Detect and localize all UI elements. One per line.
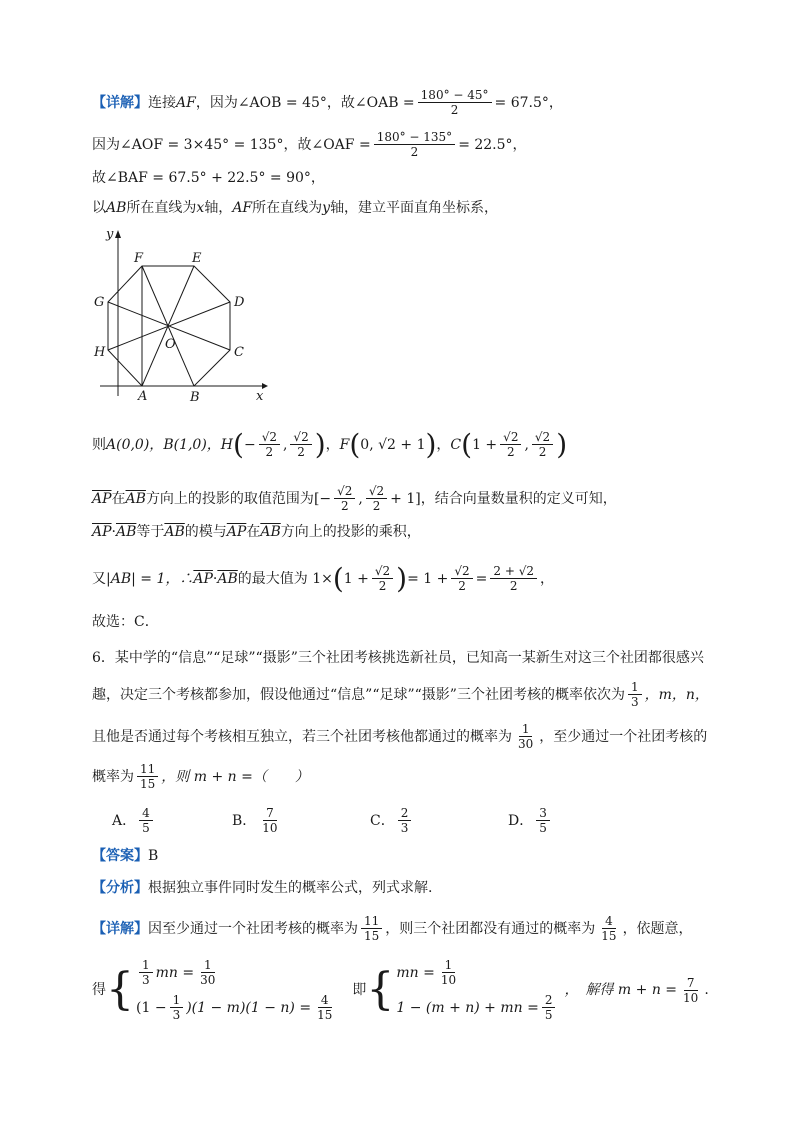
fraction: $\frac{1}{30}$	[200, 958, 216, 987]
label-x-axis: x	[256, 389, 264, 404]
text: 故∠BAF = 67.5° + 22.5° = 90°，	[92, 170, 325, 186]
text: 因至少通过一个社团考核的概率为	[148, 920, 358, 937]
fraction: $\frac{11}{15}$	[137, 762, 158, 791]
vector-ap: $\overline{AP}$	[92, 524, 112, 540]
text: 且他是否通过每个考核相互独立，若三个社团考核他都通过的概率为	[92, 728, 512, 745]
vector-ab: $\overline{AB}$	[164, 524, 185, 540]
vector-ap: $\overline{AP}$	[92, 490, 112, 507]
paren-close: )	[556, 427, 568, 461]
text: + 1]	[390, 490, 421, 507]
octagon-figure	[90, 226, 270, 406]
fraction: $\frac{1}{3}$	[628, 680, 642, 709]
answer-value: B	[148, 848, 159, 864]
text: 1 +	[472, 436, 498, 453]
fraction: $\frac{7}{10}$	[262, 806, 278, 835]
text: =	[475, 570, 488, 587]
fraction: $\frac{√2}{2}$	[334, 484, 355, 513]
brace-left: {	[366, 964, 395, 1015]
fraction: $\frac{11}{15}$	[361, 914, 382, 943]
paren-open: (	[461, 427, 473, 461]
fraction: $\frac{√2}{2}$	[532, 430, 553, 459]
coord-f: F	[339, 436, 350, 453]
fraction: $\frac{√2}{2}$	[259, 430, 280, 459]
fraction: $\frac{2 + √2}{2}$	[490, 564, 537, 593]
text: ， 解得 m + n =	[564, 982, 678, 998]
question-6-line-4	[92, 762, 309, 791]
fraction: $\frac{1}{3}$	[139, 958, 153, 987]
label-o: O	[165, 337, 176, 352]
label-b: B	[190, 390, 200, 405]
text: 6．某中学的“信息”“足球”“摄影”三个社团考核挑选新社员，已知高一某新生对这三个社团都很感兴	[92, 650, 704, 666]
fraction: $\frac{√2}{2}$	[290, 430, 311, 459]
vector-ab: $\overline{AB}$	[125, 490, 146, 507]
text: mn =	[396, 964, 435, 981]
text: 连接	[148, 94, 176, 111]
text: (1 −	[136, 999, 167, 1016]
paren-close: )	[425, 427, 437, 461]
fraction: $\frac{2}{3}$	[398, 806, 412, 835]
dot: ·	[212, 570, 218, 587]
paren-open: (	[349, 427, 361, 461]
fraction: $\frac{1}{10}$	[440, 958, 457, 987]
system-1-eq-1	[136, 958, 338, 987]
coord-c: C	[450, 436, 462, 453]
text: 以	[92, 200, 106, 216]
text: = 22.5°，	[458, 136, 527, 153]
detail-line-2	[92, 130, 527, 159]
fraction: $\frac{√2}{2}$	[451, 564, 472, 593]
text: 1 − (m + n) + mn =	[396, 999, 539, 1016]
question-6-line-1	[92, 648, 704, 668]
text: 轴，建立平面直角坐标系，	[330, 200, 499, 216]
text: )(1 − m)(1 − n) =	[186, 999, 312, 1016]
text: 因为∠AOF = 3×45° = 135°，故∠OAF =	[92, 136, 371, 153]
label-y-axis: y	[106, 227, 114, 242]
paren-open: (	[332, 561, 344, 595]
vector-ab: $\overline{AB}$	[217, 570, 238, 587]
max-value-line	[92, 561, 555, 595]
math-text: AF	[232, 200, 253, 216]
fraction: $\frac{2}{5}$	[542, 993, 556, 1022]
option-letter: D．	[508, 812, 534, 829]
answer-line	[92, 846, 158, 866]
analysis-tag: 【分析】	[92, 880, 148, 896]
paren-close: )	[314, 427, 326, 461]
text: ，则三个社团都没有通过的概率为	[385, 920, 596, 937]
coord-a: A(0,0)，	[106, 436, 164, 453]
coords-line	[92, 427, 568, 461]
analysis-line	[92, 878, 432, 898]
system-1-eq-2	[136, 993, 338, 1022]
dot-product-line	[92, 522, 421, 542]
text: 1 +	[343, 570, 369, 587]
options-row	[112, 806, 672, 835]
text: 趣，决定三个考核都参加，假设他通过“信息”“足球”“摄影”三个社团考核的概率依次为	[92, 686, 625, 703]
text: 在	[111, 490, 126, 507]
answer-tag: 【答案】	[92, 848, 148, 864]
fraction: $\frac{7}{10}$	[683, 975, 699, 1005]
label-d: D	[234, 295, 245, 310]
detail-tag: 【详解】	[92, 94, 148, 111]
text: 又	[92, 570, 106, 587]
option-letter: C．	[370, 812, 395, 829]
text: ，结合向量数量积的定义可知，	[420, 490, 617, 507]
option-letter: A．	[112, 812, 137, 829]
option-letter: B．	[232, 812, 257, 829]
question-6-line-3	[92, 722, 707, 751]
math-text: y	[322, 200, 331, 216]
text: 得	[92, 982, 106, 998]
comma: ,	[524, 436, 529, 453]
fraction: $\frac{180^\circ - 135^\circ}{2}$	[374, 130, 456, 159]
math-text: AB	[106, 200, 127, 216]
paren-open: (	[233, 427, 244, 461]
detail-tag: 【详解】	[92, 920, 148, 937]
detail-line-3	[92, 168, 325, 188]
fraction: $\frac{√2}{2}$	[372, 564, 393, 593]
coord-f-value: 0, √2 + 1	[360, 436, 426, 453]
equation-systems	[92, 960, 709, 1020]
fraction: $\frac{4}{5}$	[139, 806, 153, 835]
text: ，依题意，	[622, 920, 693, 937]
coord-b: B(1,0)，	[163, 436, 221, 453]
choice-line	[92, 612, 159, 632]
text: 的最大值为 1×	[237, 570, 333, 587]
text: ，则 m + n =（ ）	[161, 768, 309, 785]
vector-ap: $\overline{AP}$	[226, 524, 247, 540]
text: ，m，n，	[644, 686, 709, 703]
text: |AB| = 1，∴	[106, 570, 194, 587]
text: 轴，	[204, 200, 233, 216]
comma: ,	[282, 436, 288, 453]
text: [−	[313, 490, 332, 507]
vector-ab: $\overline{AB}$	[260, 524, 281, 540]
minus: −	[243, 436, 256, 453]
label-e: E	[192, 251, 202, 266]
text: = 1 +	[407, 570, 449, 587]
text: 所在直线为	[252, 200, 323, 216]
system-2-eq-1	[396, 958, 558, 987]
label-f: F	[134, 251, 144, 266]
comma: ，	[540, 570, 555, 587]
system-2-eq-2	[396, 993, 558, 1022]
math-text: AF	[176, 94, 196, 111]
text: ,	[358, 490, 363, 507]
system-2	[396, 958, 558, 1022]
projection-line	[92, 484, 617, 513]
label-c: C	[234, 345, 244, 360]
detail-line-1	[92, 88, 563, 117]
text: 方向上的投影的乘积，	[280, 524, 421, 540]
label-h: H	[94, 345, 106, 360]
text: 根据独立事件同时发生的概率公式，列式求解.	[148, 880, 433, 896]
text: 即	[352, 982, 367, 998]
fraction: $\frac{1}{3}$	[170, 993, 184, 1022]
fraction: $\frac{√2}{2}$	[500, 430, 521, 459]
math-text: x	[196, 200, 205, 216]
comma: ，	[325, 436, 340, 453]
text: 概率为	[92, 768, 134, 785]
detail-line-4	[92, 198, 498, 218]
vector-ab: $\overline{AB}$	[115, 524, 137, 540]
text: 在	[246, 524, 261, 540]
fraction: $\frac{4}{15}$	[601, 914, 617, 943]
text: 则	[92, 436, 106, 453]
option-d[interactable]	[508, 806, 553, 835]
option-a[interactable]	[112, 806, 156, 835]
text: 故选：C．	[92, 614, 159, 630]
text: = 67.5°，	[494, 94, 563, 111]
y-axis-arrow	[115, 230, 121, 238]
detail-2-line	[92, 914, 693, 943]
fraction: $\frac{3}{5}$	[536, 806, 550, 835]
question-6-line-2	[92, 680, 709, 709]
brace-left: {	[106, 964, 134, 1015]
coord-h: H	[220, 436, 234, 453]
option-b[interactable]	[232, 806, 284, 835]
text: 所在直线为	[126, 200, 197, 216]
text: 等于	[136, 524, 165, 540]
text: ，因为∠AOB = 45°，故∠OAB =	[195, 94, 415, 111]
period: .	[704, 982, 709, 998]
option-c[interactable]	[370, 806, 414, 835]
text: mn =	[155, 964, 195, 981]
label-g: G	[94, 295, 105, 310]
fraction: $\frac{4}{15}$	[317, 993, 333, 1022]
text: 方向上的投影的取值范围为	[145, 490, 314, 507]
fraction: $\frac{√2}{2}$	[366, 484, 387, 513]
system-1	[136, 958, 338, 1022]
label-a: A	[138, 389, 148, 404]
text: ，至少通过一个社团考核的	[539, 728, 708, 745]
comma: ，	[436, 436, 451, 453]
fraction: $\frac{1}{30}$	[518, 722, 534, 751]
dot: ·	[111, 524, 116, 540]
paren-close: )	[396, 561, 408, 595]
text: 的模与	[184, 524, 227, 540]
fraction: $\frac{180^\circ - 45^\circ}{2}$	[418, 88, 492, 117]
vector-ap: $\overline{AP}$	[193, 570, 213, 587]
